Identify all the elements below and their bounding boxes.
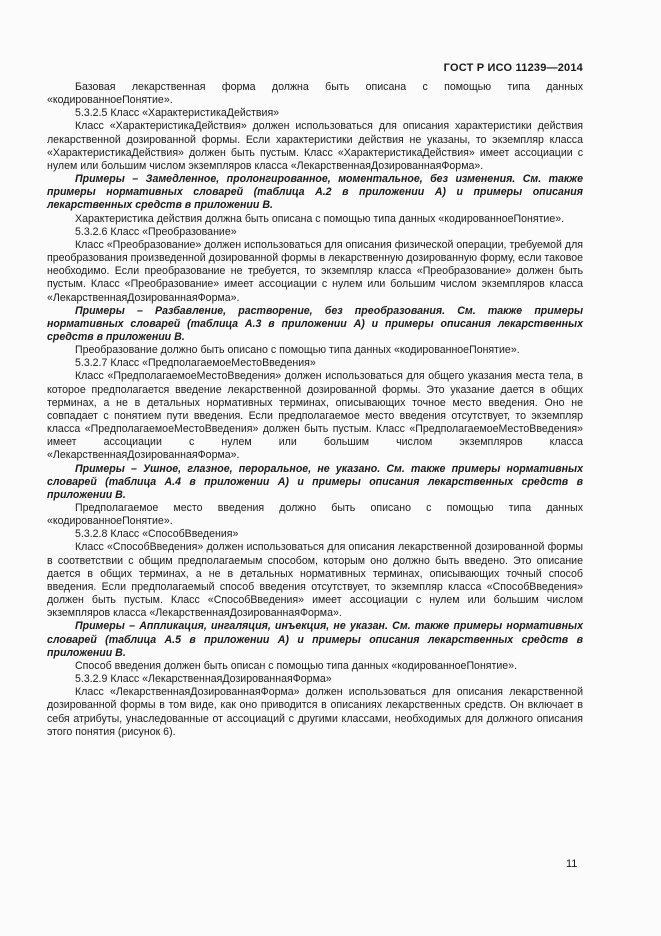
page-number: 11 xyxy=(566,858,578,870)
section-heading: 5.3.2.5 Класс «ХарактеристикаДействия» xyxy=(75,107,280,120)
document-header-id: ГОСТ Р ИСО 11239—2014 xyxy=(443,62,583,74)
examples-note: Примеры – Замедленное, пролонгированное, моментальное, без изменения. См. также примеры нормативных словарей (таблица А.2 в приложении А) и примеры описания лекарственных средств в приложении В. xyxy=(47,173,583,212)
section-heading: 5.3.2.6 Класс «Преобразование» xyxy=(75,225,237,238)
paragraph: Предполагаемое место введения должно быть описано с помощью типа данных «кодированноеПонятие». xyxy=(47,502,583,528)
document-body xyxy=(47,81,583,739)
paragraph: Класс «Преобразование» должен использоваться для описания физической операции, требуемой для преобразования произведенной дозированной формы в лекарственную дозированную форму, если таковое необходимо. Если преобразование не требуется, то экземпляр класса «Преобразование» должен быть пустым. Класс «Преобразование» имеет ассоциации с нулем или большим числом экземпляров класса «ЛекарственнаяДозированнаяФорма». xyxy=(47,238,583,304)
paragraph: Класс «ПредполагаемоеМестоВведения» должен использоваться для общего указания места тела, в которое предполагается введение лекарственной дозированной формы. Это указание дается в общих терминах, а не в детальных нормативных терминах, описывающих точное место введения. Оно не совпадает с понятием пути введения. Если предполагаемое место введения отсутствует, то экземпляр класса «ПредполагаемоеМестоВведения» должен быть пустым. Класс «ПредполагаемоеМестоВведения» имеет ассоциации с нулем или большим числом экземпляров класса «ЛекарственнаяДозированнаяФорма». xyxy=(47,370,583,462)
paragraph: Способ введения должен быть описан с помощью типа данных «кодированноеПонятие». xyxy=(75,659,518,672)
examples-note: Примеры – Ушное, глазное, пероральное, не указано. См. также примеры нормативных словарей (таблица А.4 в приложении А) и примеры описания лекарственных средств в приложении В. xyxy=(47,462,583,501)
section-heading: 5.3.2.7 Класс «ПредполагаемоеМестоВведения» xyxy=(75,357,316,370)
paragraph: Базовая лекарственная форма должна быть описана с помощью типа данных «кодированноеПонятие». xyxy=(47,81,583,107)
paragraph: Класс «ХарактеристикаДействия» должен использоваться для описания характеристики действия лекарственной дозированной формы. Если характеристики действия не указаны, то экземпляр класса «ХарактеристикаДействия» должен быть пустым. Класс «ХарактеристикаДействия» имеет ассоциации с нулем или большим числом экземпляров класса «ЛекарственнаяДозированнаяФорма». xyxy=(47,120,583,172)
examples-note: Примеры – Разбавление, растворение, без преобразования. См. также примеры нормативных словарей (таблица А.3 в приложении А) и примеры описания лекарственных средств в приложении В. xyxy=(47,304,583,343)
paragraph: Преобразование должно быть описано с помощью типа данных «кодированноеПонятие». xyxy=(75,344,520,357)
section-heading: 5.3.2.9 Класс «ЛекарственнаяДозированнаяФорма» xyxy=(75,673,332,686)
paragraph: Характеристика действия должна быть описана с помощью типа данных «кодированноеПонятие». xyxy=(75,212,565,225)
section-heading: 5.3.2.8 Класс «СпособВведения» xyxy=(75,528,239,541)
paragraph: Класс «ЛекарственнаяДозированнаяФорма» должен использоваться для описания лекарственной дозированной формы в том виде, как оно приводится в описаниях лекарственных средств. Он включает в себя атрибуты, унаследованные от ассоциаций с другими классами, необходимых для должного описания этого понятия (рисунок 6). xyxy=(47,686,583,738)
examples-note: Примеры – Аппликация, ингаляция, инъекция, не указан. См. также примеры нормативных словарей (таблица А.5 в приложении А) и примеры описания лекарственных средств в приложении В. xyxy=(47,620,583,659)
paragraph: Класс «СпособВведения» должен использоваться для описания лекарственной дозированной формы в соответствии с общим предполагаемым способом, которым оно должно быть введено. Это описание дается в общих терминах, а не в детальных нормативных терминах, описывающих точный способ введения. Если предполагаемый способ введения отсутствует, то экземпляр класса «СпособВведения» должен быть пустым. Класс «СпособВведения» имеет ассоциации с нулем или большим числом экземпляров класса «ЛекарственнаяДозированнаяФорма». xyxy=(47,541,583,620)
